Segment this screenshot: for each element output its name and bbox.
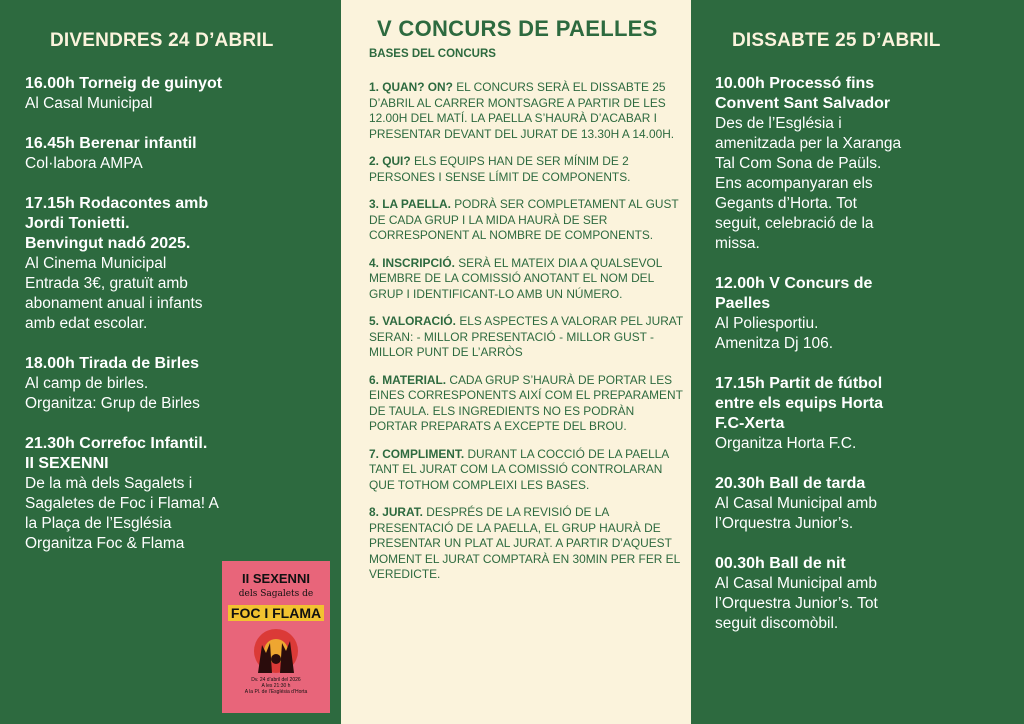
event-item	[25, 434, 315, 554]
saturday-events	[715, 74, 1015, 654]
rule-heading: 5. VALORACIÓ.	[369, 314, 456, 328]
event-title: 20.30h Ball de tarda	[715, 475, 866, 492]
rule-text: SERÀ EL MATEIX DIA A QUALSEVOL MEMBRE DE LA COMISSIÓ ANOTANT EL NOM DEL GRUP I IDENTIFICANT-LO AMB UN NÚMERO.	[369, 255, 662, 301]
rule-item	[369, 447, 684, 494]
event-title: 17.15h Partit de fútbol entre els equips Horta F.C-Xerta	[715, 375, 884, 432]
rule-item	[369, 197, 684, 244]
event-item	[25, 134, 315, 174]
rule-item	[369, 80, 684, 142]
event-details: Des de l’Església i amenitzada per la Xaranga Tal Com Sona de Paüls. Ens acompanyaran els Gegants d’Horta. Tot seguit, celebració de la missa.	[715, 115, 902, 252]
contest-subtitle: BASES DEL CONCURS	[369, 48, 496, 60]
event-item	[715, 374, 1015, 454]
event-item	[25, 354, 315, 414]
event-details: Organitza Horta F.C.	[715, 435, 857, 452]
event-details: Al camp de birles. Organitza: Grup de Birles	[25, 375, 200, 412]
poster-subtitle: dels Sagalets de	[238, 589, 314, 599]
rule-item	[369, 314, 684, 361]
rule-text: ELS ASPECTES A VALORAR PEL JURAT SERAN: - MILLOR PRESENTACIÓ - MILLOR GUST - MILLOR PUNT DE L’ARRÒS	[369, 314, 683, 359]
sexenni-poster	[222, 561, 330, 713]
event-title: 12.00h V Concurs de Paelles	[715, 275, 873, 312]
event-details: Al Cinema Municipal Entrada 3€, gratuït amb abonament anual i infants amb edat escolar.	[25, 255, 203, 332]
event-title: 16.45h Berenar infantil	[25, 135, 197, 152]
rule-heading: 3. LA PAELLA.	[369, 197, 451, 211]
event-title: 21.30h Correfoc Infantil. II SEXENNI	[25, 435, 208, 472]
event-title: 18.00h Tirada de Birles	[25, 355, 200, 372]
contest-rules-panel	[341, 0, 691, 724]
rule-text: EL CONCURS SERÀ EL DISSABTE 25 D’ABRIL AL CARRER MONTSAGRE A PARTIR DE LES 12.00H DEL MATÍ. LA PAELLA S’HAURÀ D’ACABAR I PRESENTAR DEVANT DEL JURAT DE 13.30H A 14.00H.	[369, 80, 675, 141]
rule-text: DESPRÉS DE LA REVISIÓ DE LA PRESENTACIÓ DE LA PAELLA, EL GRUP HAURÀ DE PRESENTAR UN PLAT AL JURAT. A PARTIR D’AQUEST MOMENT EL JURAT COMPTARÀ EN 30MIN PER FER EL VEREDICTE.	[369, 505, 680, 581]
poster-brand: FOC I FLAMA	[228, 605, 324, 621]
event-item	[715, 74, 1015, 254]
event-details: Al Casal Municipal amb l’Orquestra Junior’s.	[715, 495, 877, 532]
event-details: Al Poliesportiu. Amenitza Dj 106.	[715, 315, 834, 352]
saturday-column	[692, 0, 1024, 724]
event-item	[25, 194, 315, 334]
event-details: Col·labora AMPA	[25, 155, 143, 172]
event-title: 00.30h Ball de nit	[715, 555, 846, 572]
contest-title: V CONCURS DE PAELLES	[377, 16, 658, 41]
rule-item	[369, 505, 684, 583]
rule-item	[369, 373, 684, 435]
event-title: 17.15h Rodacontes amb Jordi Tonietti. Benvingut nadó 2025.	[25, 195, 209, 252]
rule-heading: 2. QUI?	[369, 154, 411, 168]
event-item	[715, 274, 1015, 354]
friday-title: DIVENDRES 24 D’ABRIL	[50, 30, 274, 51]
rule-heading: 4. INSCRIPCIÓ.	[369, 255, 455, 270]
rule-item	[369, 256, 684, 303]
friday-column	[0, 0, 340, 724]
friday-events	[25, 74, 315, 574]
rule-heading: 6. MATERIAL.	[369, 372, 447, 387]
event-title: 16.00h Torneig de guinyot	[25, 75, 223, 92]
event-title: 10.00h Processó fins Convent Sant Salvador	[715, 75, 891, 112]
event-details: Al Casal Municipal amb l’Orquestra Junior’s. Tot seguit discomòbil.	[715, 575, 878, 632]
event-details: De la mà dels Sagalets i Sagaletes de Foc i Flama! A la Plaça de l’Església Organitza Foc & Flama	[25, 475, 219, 552]
event-details: Al Casal Municipal	[25, 95, 153, 112]
rule-item	[369, 154, 684, 185]
rule-heading: 8. JURAT.	[369, 505, 423, 519]
devil-figures-illustration	[246, 623, 306, 677]
rule-text: PODRÀ SER COMPLETAMENT AL GUST DE CADA GRUP I LA MIDA HAURÀ DE SER CORRESPONENT AL NOMBRE DE COMPONENTS.	[369, 197, 679, 242]
poster-details: Dv. 24 d’abril del 2026 A les 21:30 h A la Pl. de l’Església d’Horta	[244, 677, 308, 695]
event-item	[715, 474, 1015, 534]
event-item	[25, 74, 315, 114]
saturday-title: DISSABTE 25 D’ABRIL	[732, 30, 941, 51]
rule-heading: 7. COMPLIMENT.	[369, 446, 465, 461]
rule-text: ELS EQUIPS HAN DE SER MÍNIM DE 2 PERSONES I SENSE LÍMIT DE COMPONENTS.	[369, 154, 631, 184]
event-item	[715, 554, 1015, 634]
poster-title: II SEXENNI	[242, 571, 310, 586]
rules-list	[369, 80, 684, 595]
rule-heading: 1. QUAN? ON?	[369, 80, 453, 94]
rule-text: CADA GRUP S’HAURÀ DE PORTAR LES EINES CORRESPONENTS AIXÍ COM EL PREPARAMENT DE TAULA. ELS INGREDIENTS NO ES PODRÀN PORTAR PREPARATS A EXCEPTE DEL BROU.	[369, 372, 683, 433]
rule-text: DURANT LA COCCIÓ DE LA PAELLA TANT EL JURAT COM LA COMISSIÓ CONTROLARAN QUE TOTHOM COMPLEIXI LES BASES.	[369, 446, 669, 492]
